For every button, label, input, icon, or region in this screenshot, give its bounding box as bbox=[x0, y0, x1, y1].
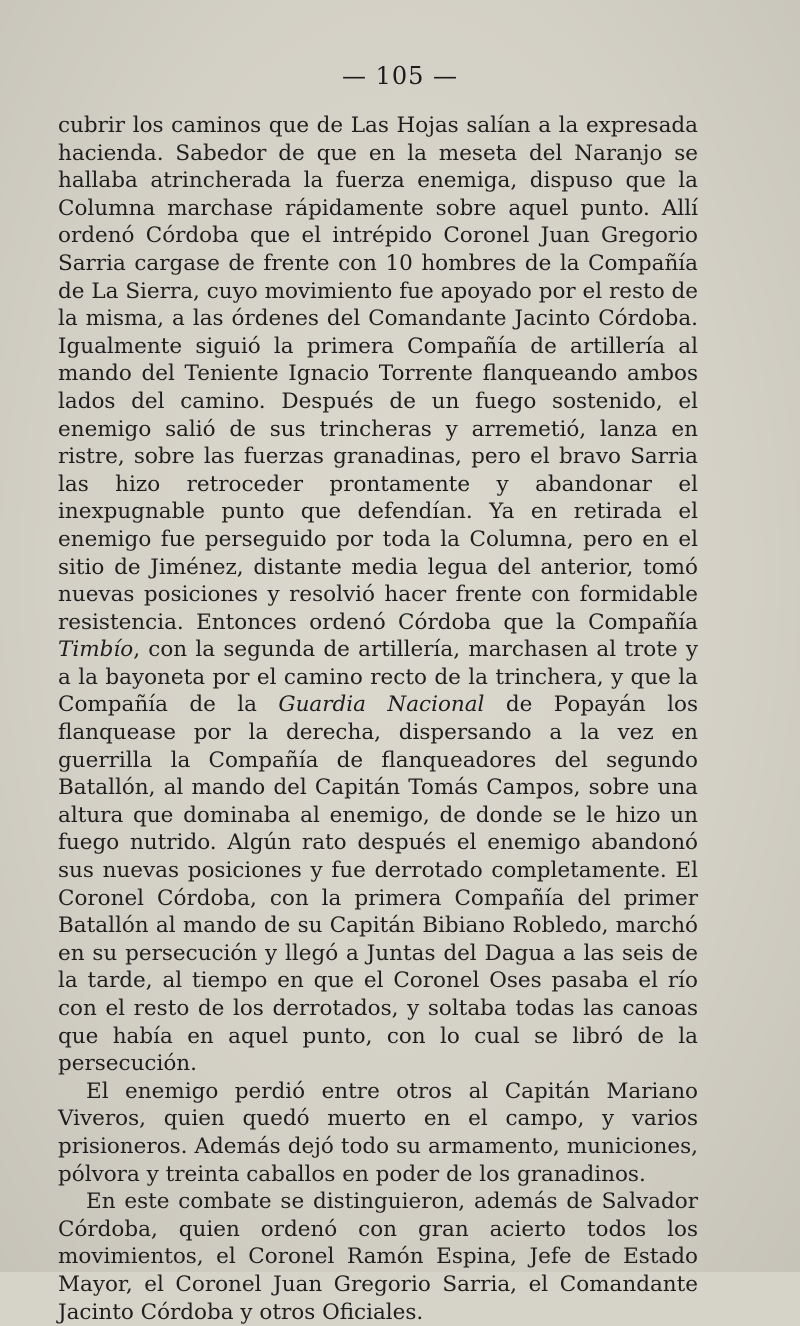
paragraph bbox=[58, 1078, 698, 1188]
text-segment: , con la segunda de artillería, marchasen al trote y a la bayoneta por el camino recto de la trinchera, y que la Compañía de la bbox=[58, 637, 698, 718]
text-segment: En este combate se distinguieron, además de Salvador Córdoba, quien ordenó con gran acierto todos los movimientos, el Coronel Ramón Espina, Jefe de Estado Mayor, el Coronel Juan Gregorio Sarria, el Comandante Jacinto Córdoba y otros Oficiales. bbox=[58, 1189, 698, 1325]
text-segment: El enemigo perdió entre otros al Capitán Mariano Viveros, quien quedó muerto en el campo, y varios prisioneros. Además dejó todo su armamento, municiones, pólvora y treinta caballos en poder de los granadinos. bbox=[58, 1078, 698, 1187]
paragraph bbox=[58, 1188, 698, 1326]
page-number: — 105 — bbox=[341, 62, 459, 90]
paragraph bbox=[58, 112, 698, 1078]
body-text bbox=[58, 112, 698, 1326]
text-segment: de Popayán los flanquease por la derecha, dispersando a la vez en guerrilla la Compañía de flanqueadores del segundo Batallón, al mando del Capitán Tomás Campos, sobre una altura que dominaba al enemigo, de donde se le hizo un fuego nutrido. Algún rato después el enemigo abandonó sus nuevas posiciones y fue derrotado completamente. El Coronel Córdoba, con la primera Compañía del primer Batallón al mando de su Capitán Bibiano Robledo, marchó en su persecución y llegó a Juntas del Dagua a las seis de la tarde, al tiempo en que el Coronel Oses pasaba el río con el resto de los derrotados, y soltaba todas las canoas que había en aquel punto, con lo cual se libró de la persecución. bbox=[58, 692, 698, 1077]
italic-text: Guardia Nacional bbox=[278, 692, 485, 718]
text-segment: cubrir los caminos que de Las Hojas salían a la expresada hacienda. Sabedor de que en la meseta del Naranjo se hallaba atrincherada la fuerza enemiga, dispuso que la Columna marchase rápidamente sobre aquel punto. Allí ordenó Córdoba que el intrépido Coronel Juan Gregorio Sarria cargase de frente con 10 hombres de la Compañía de La Sierra, cuyo movimiento fue apoyado por el resto de la misma, a las órdenes del Comandante Jacinto Córdoba. Igualmente siguió la primera Compañía de artillería al mando del Teniente Ignacio Torrente flanqueando ambos lados del camino. Después de un fuego sostenido, el enemigo salió de sus trincheras y arremetió, lanza en ristre, sobre las fuerzas granadinas, pero el bravo Sarria las hizo retroceder prontamente y abandonar el inexpugnable punto que defendían. Ya en retirada el enemigo fue perseguido por toda la Columna, pero en el sitio de Jiménez, distante media legua del anterior, tomó nuevas posiciones y resolvió hacer frente con formidable resistencia. Entonces ordenó Córdoba que la Compañía bbox=[58, 113, 698, 635]
italic-text: Timbío bbox=[58, 637, 134, 663]
